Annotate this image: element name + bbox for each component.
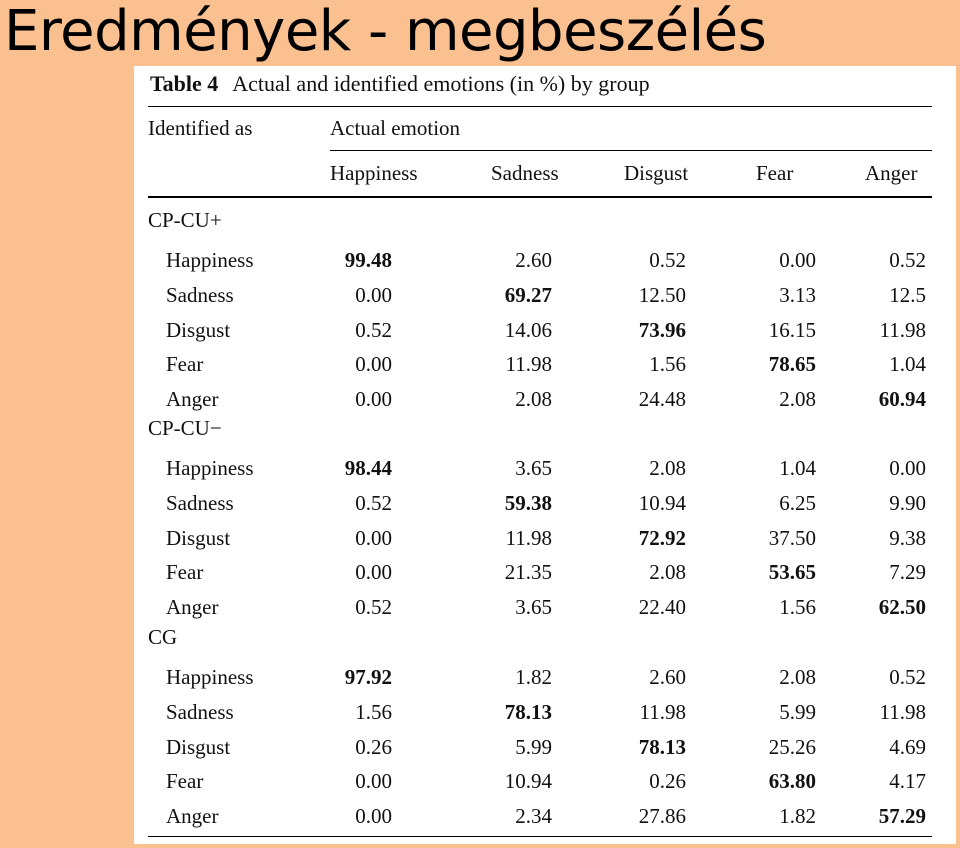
table-cell: 0.52 xyxy=(355,595,392,620)
table-cell: 0.52 xyxy=(355,490,392,515)
table-cell: 78.65 xyxy=(768,352,816,377)
table-top-rule xyxy=(148,106,932,107)
table-cell: 0.00 xyxy=(355,769,392,794)
table-cell: 0.00 xyxy=(889,456,926,480)
emotion-table xyxy=(134,66,956,844)
column-group-rule xyxy=(330,150,932,151)
table-cell: 69.27 xyxy=(504,282,552,307)
table-cell: 0.00 xyxy=(355,387,392,412)
row-label: Fear xyxy=(166,560,204,585)
table-cell: 0.00 xyxy=(779,248,816,272)
table-cell: 99.48 xyxy=(344,248,392,272)
table-cell: 5.99 xyxy=(779,699,816,724)
table-cell: 11.98 xyxy=(639,699,686,724)
table-cell: 16.15 xyxy=(768,317,816,342)
row-label: Fear xyxy=(166,352,204,377)
table-cell: 12.5 xyxy=(889,282,926,307)
row-header: Identified as xyxy=(148,116,253,140)
table-cell: 98.44 xyxy=(344,456,392,480)
table-cell: 1.56 xyxy=(355,699,392,724)
table-cell: 0.00 xyxy=(355,352,392,377)
table-cell: 2.08 xyxy=(649,456,686,480)
table-cell: 3.13 xyxy=(779,282,816,307)
row-label: Happiness xyxy=(166,248,254,272)
table-cell: 0.00 xyxy=(355,560,392,585)
table-cell: 6.25 xyxy=(779,490,816,515)
column-header-anger: Anger xyxy=(865,161,918,185)
row-label: Sadness xyxy=(166,282,234,307)
table-cell: 21.35 xyxy=(504,560,552,585)
table-cell: 37.50 xyxy=(768,525,816,550)
row-label: Anger xyxy=(166,804,219,829)
table-cell: 57.29 xyxy=(878,804,926,829)
table-cell: 27.86 xyxy=(638,804,686,829)
table-cell: 63.80 xyxy=(768,769,816,794)
table-cell: 97.92 xyxy=(344,665,392,689)
table-cell: 14.06 xyxy=(504,317,552,342)
table-cell: 1.82 xyxy=(515,665,552,689)
table-cell: 9.90 xyxy=(889,490,926,515)
table-bottom-rule xyxy=(148,836,932,837)
table-caption-number: Table 4 xyxy=(150,71,219,96)
table-cell: 53.65 xyxy=(768,560,816,585)
table-cell: 1.04 xyxy=(779,456,816,480)
table-cell: 4.69 xyxy=(889,734,926,759)
table-caption-text: Actual and identified emotions (in %) by group xyxy=(232,71,650,96)
table-cell: 3.65 xyxy=(515,456,552,480)
column-header-sadness: Sadness xyxy=(491,161,559,185)
table-cell: 7.29 xyxy=(889,560,926,585)
table-cell: 0.26 xyxy=(649,769,686,794)
group-label: CP-CU− xyxy=(148,416,222,440)
table-cell: 0.00 xyxy=(355,282,392,307)
table-cell: 0.00 xyxy=(355,804,392,829)
table-cell: 0.52 xyxy=(649,248,686,272)
table-cell: 2.34 xyxy=(515,804,552,829)
group-label: CG xyxy=(148,625,178,649)
table-cell: 1.82 xyxy=(779,804,816,829)
slide-title: Eredmények - megbeszélés xyxy=(4,0,767,64)
row-label: Sadness xyxy=(166,490,234,515)
row-label: Anger xyxy=(166,387,219,412)
table-cell: 2.08 xyxy=(649,560,686,585)
table-cell: 2.08 xyxy=(515,387,552,412)
row-label: Sadness xyxy=(166,699,234,724)
table-cell: 2.08 xyxy=(779,665,816,689)
table-cell: 2.08 xyxy=(779,387,816,412)
table-cell: 3.65 xyxy=(515,595,552,620)
row-label: Happiness xyxy=(166,456,254,480)
table-cell: 73.96 xyxy=(638,317,686,342)
table-cell: 1.56 xyxy=(779,595,816,620)
table-cell: 11.98 xyxy=(505,352,552,377)
table-cell: 12.50 xyxy=(638,282,686,307)
row-label: Disgust xyxy=(166,317,231,342)
row-label: Fear xyxy=(166,769,204,794)
row-label: Disgust xyxy=(166,734,231,759)
group-label: CP-CU+ xyxy=(148,208,222,232)
table-cell: 0.26 xyxy=(355,734,392,759)
table-cell: 22.40 xyxy=(638,595,686,620)
table-cell: 1.56 xyxy=(649,352,686,377)
row-label: Disgust xyxy=(166,525,231,550)
table-cell: 0.52 xyxy=(889,248,926,272)
table-cell: 60.94 xyxy=(878,387,926,412)
table-cell: 59.38 xyxy=(504,490,552,515)
table-cell: 1.04 xyxy=(889,352,926,377)
table-cell: 5.99 xyxy=(515,734,552,759)
row-label: Happiness xyxy=(166,665,254,689)
table-cell: 9.38 xyxy=(889,525,926,550)
table-cell: 0.00 xyxy=(355,525,392,550)
table-cell: 25.26 xyxy=(768,734,816,759)
table-cell: 10.94 xyxy=(638,490,686,515)
table-cell: 2.60 xyxy=(515,248,552,272)
row-label: Anger xyxy=(166,595,219,620)
table-caption xyxy=(150,69,650,99)
column-header-fear: Fear xyxy=(756,161,794,185)
table-cell: 11.98 xyxy=(505,525,552,550)
table-cell: 78.13 xyxy=(504,699,552,724)
table-cell: 2.60 xyxy=(649,665,686,689)
table-cell: 78.13 xyxy=(638,734,686,759)
table-cell: 11.98 xyxy=(879,317,926,342)
table-cell: 0.52 xyxy=(889,665,926,689)
column-header-disgust: Disgust xyxy=(624,161,689,185)
column-header-happiness: Happiness xyxy=(330,161,418,185)
table-cell: 24.48 xyxy=(638,387,686,412)
header-bottom-rule xyxy=(148,196,932,198)
table-cell: 72.92 xyxy=(638,525,686,550)
table-cell: 11.98 xyxy=(879,699,926,724)
column-group-header: Actual emotion xyxy=(330,116,461,140)
table-cell: 0.52 xyxy=(355,317,392,342)
table-cell: 4.17 xyxy=(889,769,926,794)
table-cell: 10.94 xyxy=(504,769,552,794)
table-cell: 62.50 xyxy=(878,595,926,620)
